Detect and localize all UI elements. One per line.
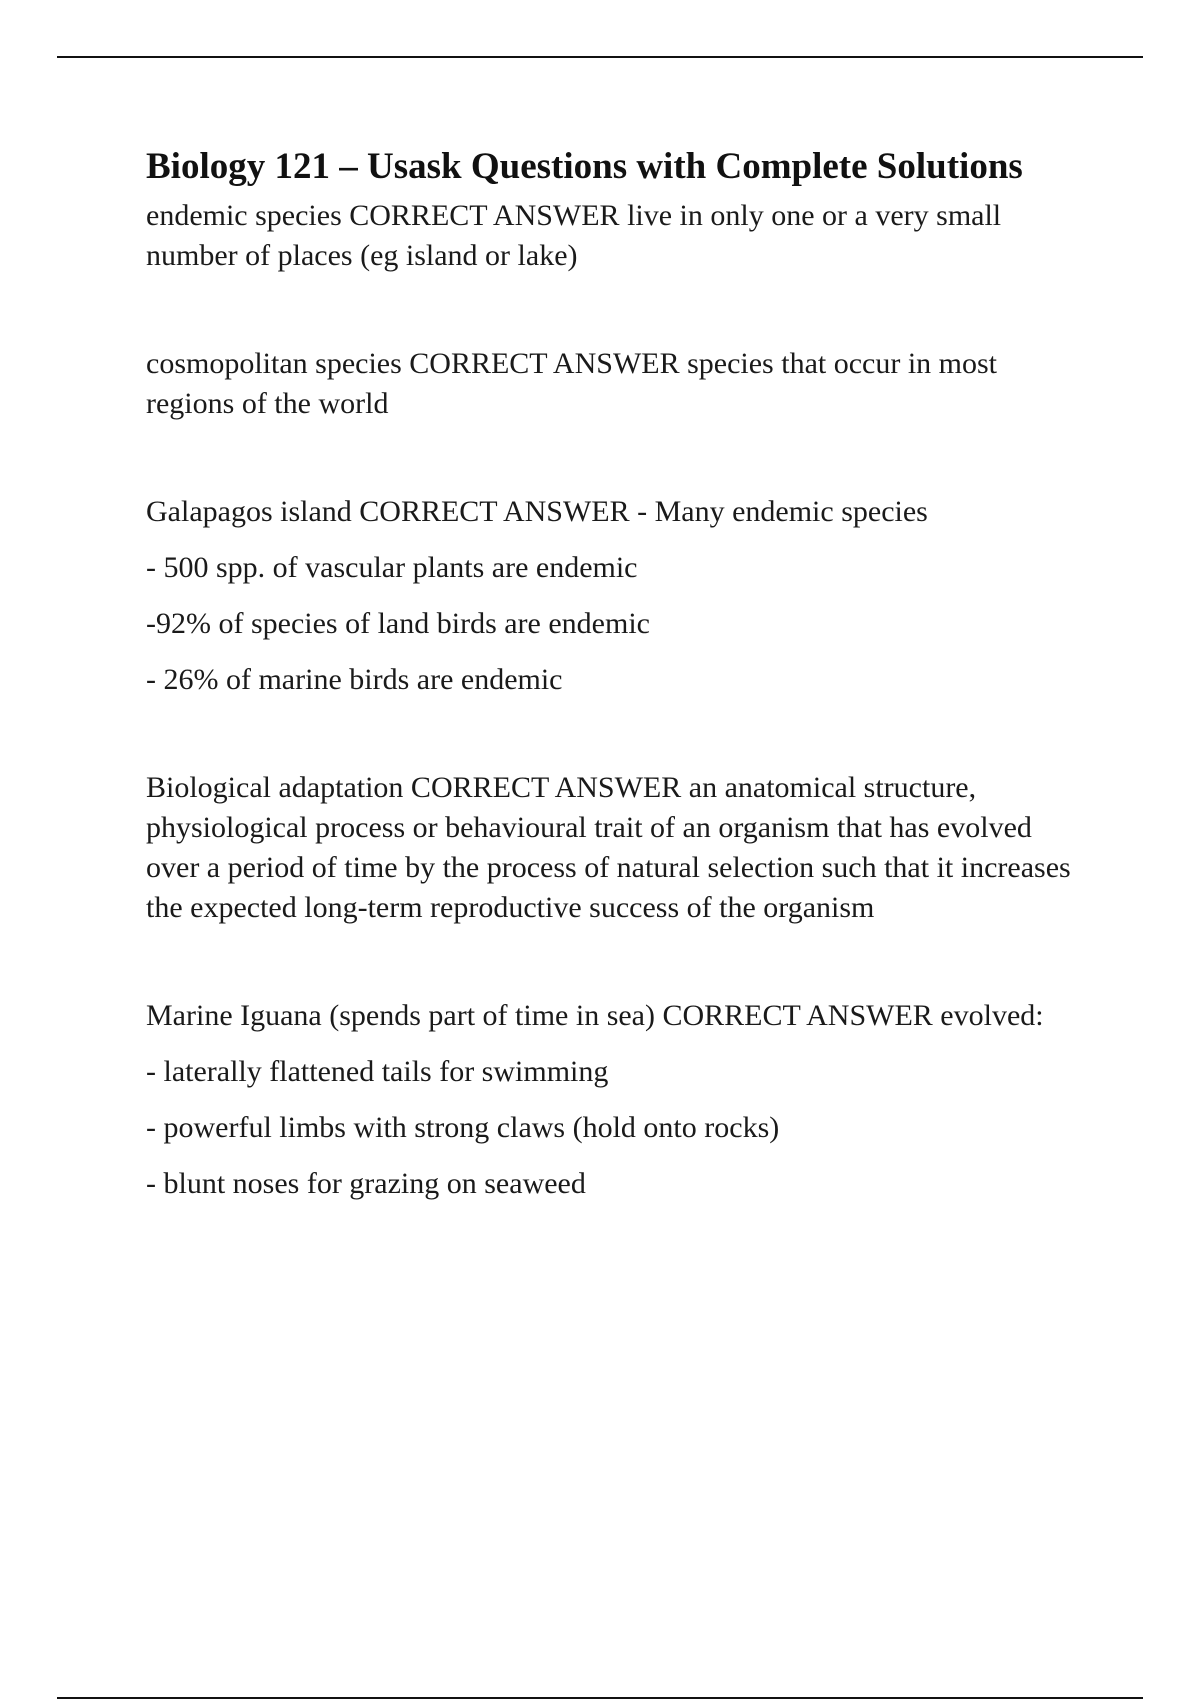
qa-entry-biological-adaptation [146, 768, 1086, 928]
qa-sub-item: - 26% of marine birds are endemic [146, 663, 563, 696]
qa-entry-text: endemic species CORRECT ANSWER live in only one or a very small number of places (eg island or lake) [146, 199, 1002, 272]
qa-entry-galapagos-island [146, 492, 1086, 700]
document-title: Biology 121 – Usask Questions with Complete Solutions [146, 146, 1023, 187]
qa-sub-item: -92% of species of land birds are endemic [146, 607, 650, 640]
qa-entry-cosmopolitan-species [146, 344, 1086, 424]
qa-sub-item: - laterally flattened tails for swimming [146, 1055, 609, 1088]
qa-entry-endemic-species [146, 196, 1086, 276]
document-body [146, 142, 1086, 1272]
header-rule [57, 56, 1143, 58]
qa-entry-text: Galapagos island CORRECT ANSWER - Many endemic species [146, 495, 928, 528]
footer-rule [57, 1697, 1143, 1699]
qa-sub-item: - 500 spp. of vascular plants are endemic [146, 551, 638, 584]
qa-entry-text: Biological adaptation CORRECT ANSWER an anatomical structure, physiological process or behavioural trait of an organism that has evolved over a period of time by the process of natural selection such that it increases the expected long-term reproductive success of the organism [146, 771, 1071, 924]
qa-entry-text: cosmopolitan species CORRECT ANSWER species that occur in most regions of the world [146, 347, 998, 420]
qa-entry-text: Marine Iguana (spends part of time in sea) CORRECT ANSWER evolved: [146, 999, 1044, 1032]
qa-entry-marine-iguana [146, 996, 1086, 1204]
qa-sub-item: - blunt noses for grazing on seaweed [146, 1167, 586, 1200]
qa-sub-item: - powerful limbs with strong claws (hold onto rocks) [146, 1111, 780, 1144]
